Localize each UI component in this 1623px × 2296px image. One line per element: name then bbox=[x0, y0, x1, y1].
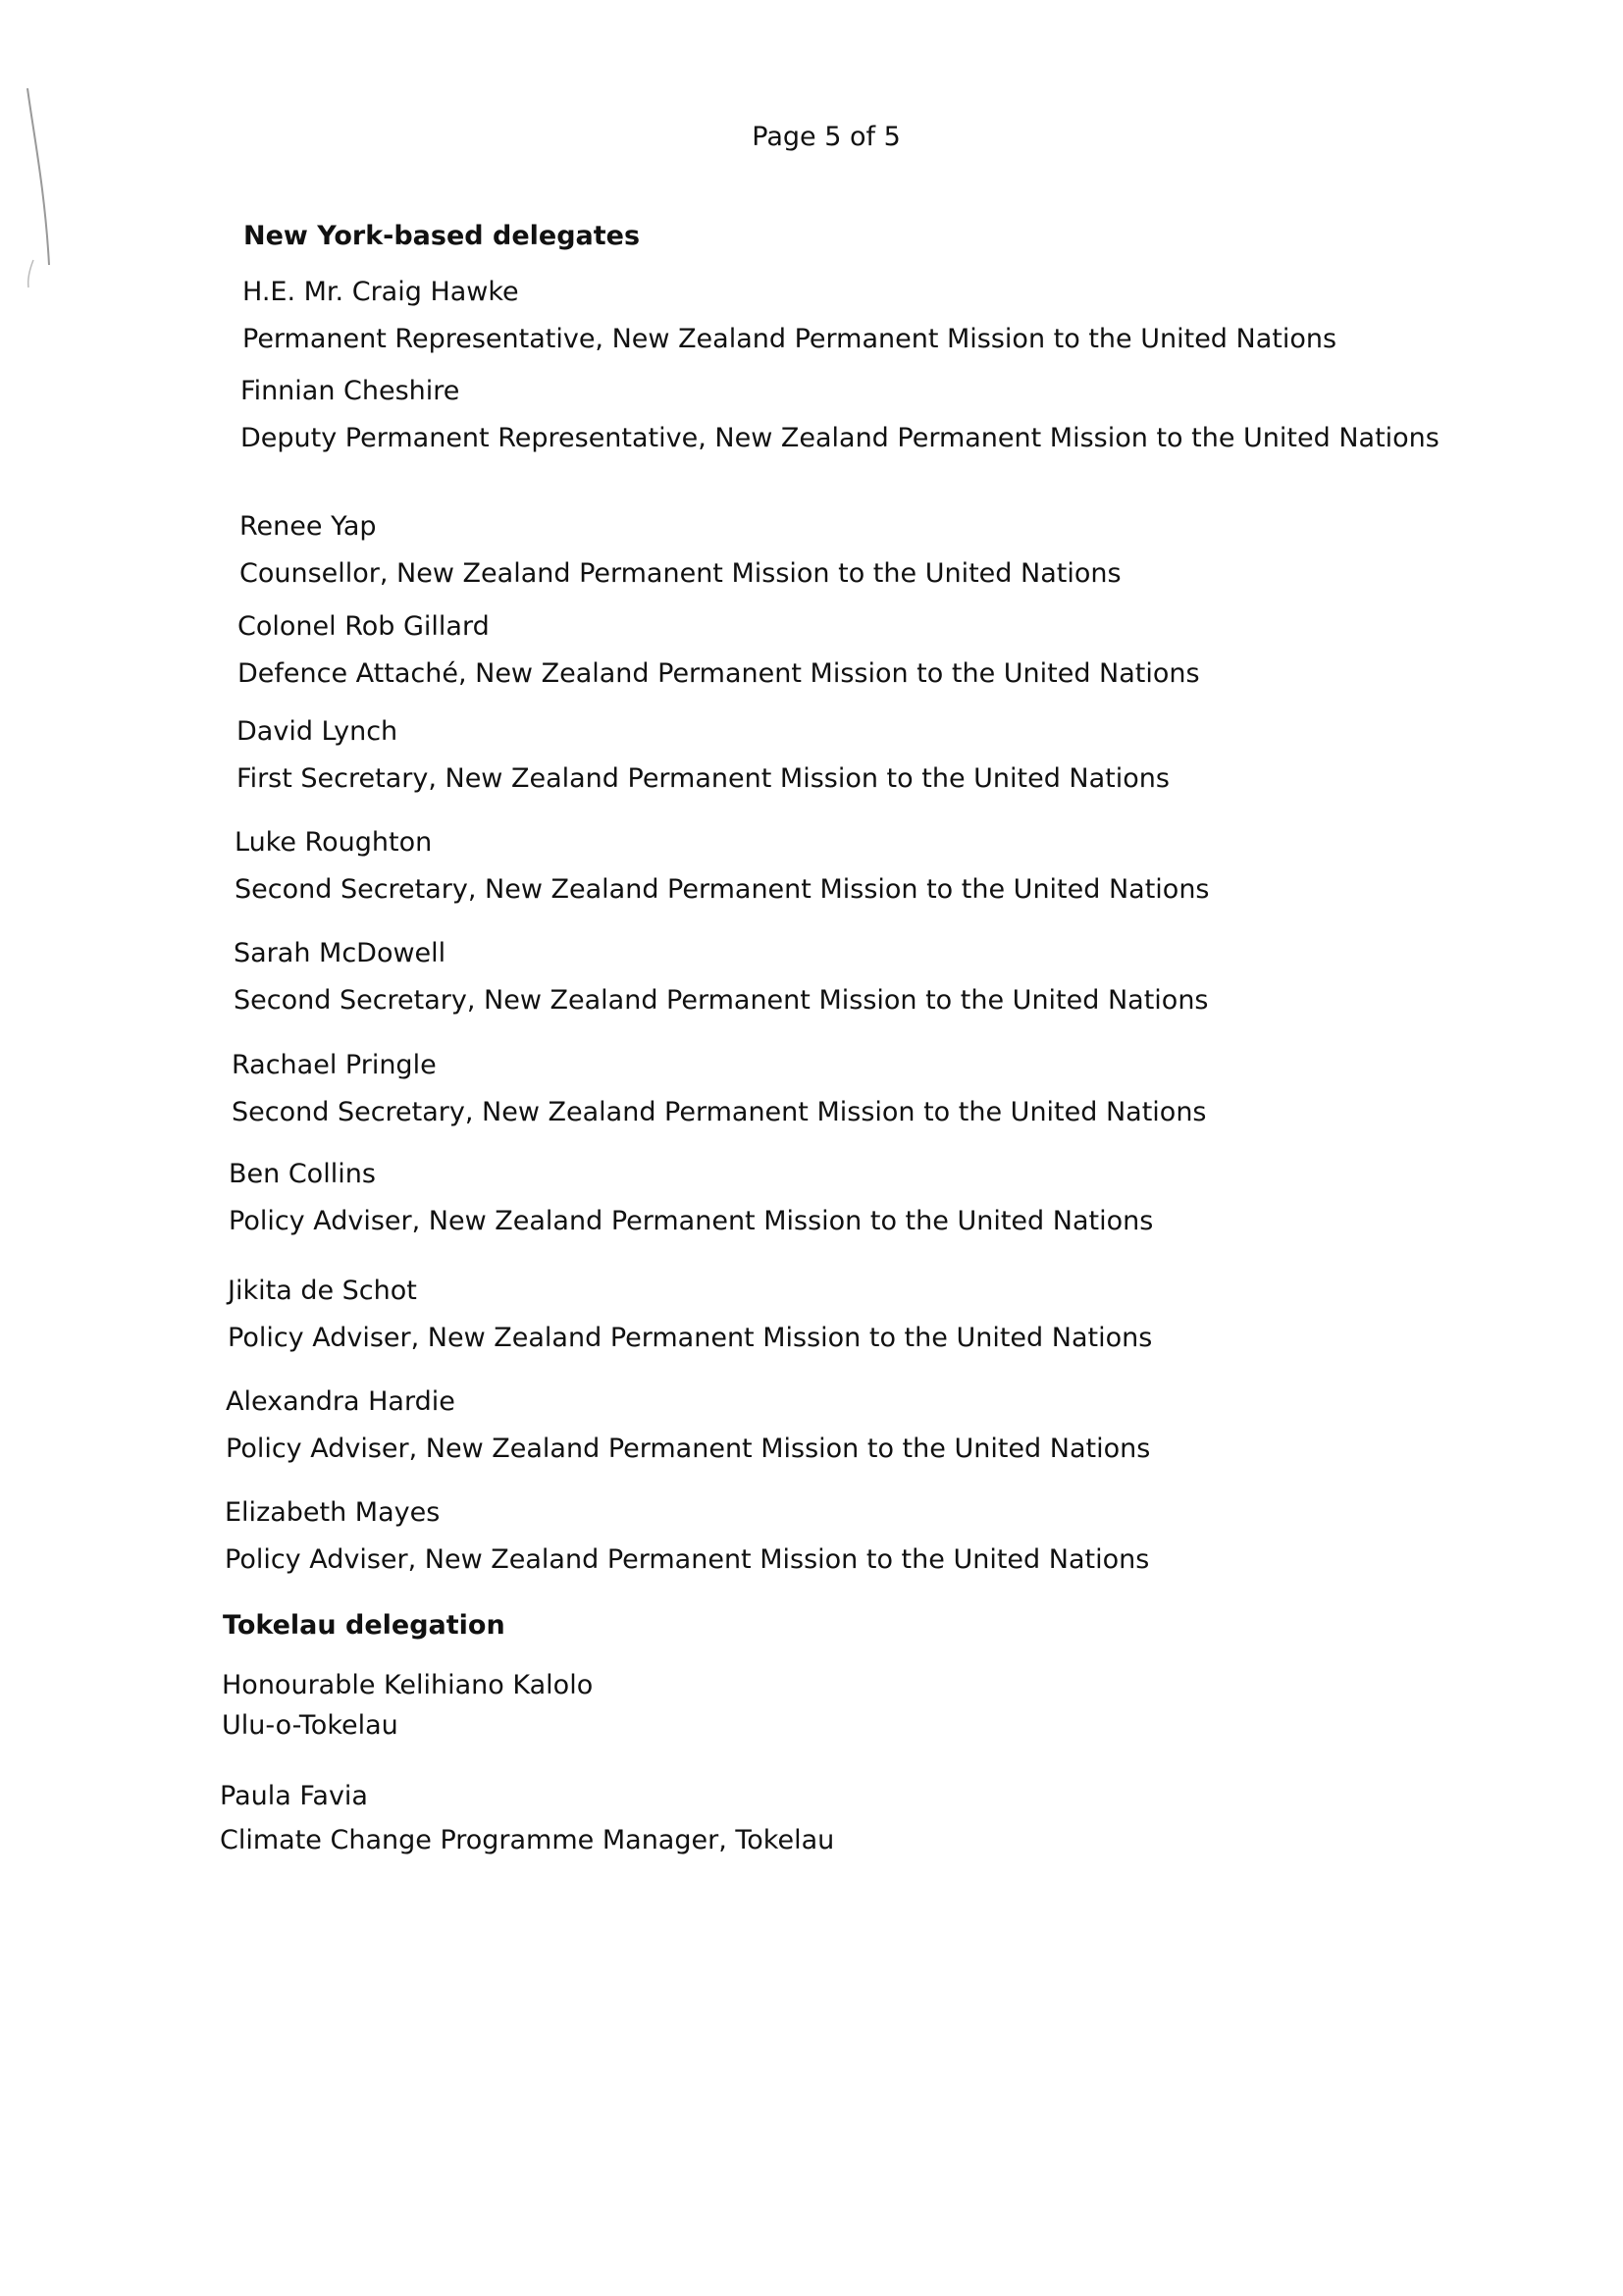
delegate-entry bbox=[236, 708, 1440, 803]
delegate-entry bbox=[239, 503, 1442, 598]
delegate-name: Alexandra Hardie bbox=[226, 1386, 455, 1417]
delegate-title: Policy Adviser, New Zealand Permanent Mission to the United Nations bbox=[225, 1544, 1150, 1575]
delegate-entry bbox=[229, 1151, 1432, 1245]
delegate-name: David Lynch bbox=[236, 716, 398, 747]
delegate-entry bbox=[225, 1489, 1428, 1584]
delegate-entry bbox=[240, 368, 1443, 453]
delegate-name: Renee Yap bbox=[239, 511, 377, 542]
page-number: Page 5 of 5 bbox=[752, 122, 901, 152]
delegate-title: Second Secretary, New Zealand Permanent Mission to the United Nations bbox=[235, 874, 1210, 905]
delegate-name: Ben Collins bbox=[229, 1159, 376, 1189]
delegate-entry bbox=[228, 1268, 1431, 1362]
delegate-entry bbox=[232, 1042, 1435, 1136]
delegate-title: Policy Adviser, New Zealand Permanent Mission to the United Nations bbox=[229, 1206, 1154, 1236]
delegate-name: Honourable Kelihiano Kalolo bbox=[222, 1670, 594, 1700]
delegate-title: First Secretary, New Zealand Permanent Mission to the United Nations bbox=[236, 763, 1170, 794]
delegate-entry bbox=[220, 1774, 1423, 1862]
delegate-title: Second Secretary, New Zealand Permanent Mission to the United Nations bbox=[232, 1097, 1207, 1127]
delegate-title: Defence Attaché, New Zealand Permanent Mission to the United Nations bbox=[237, 658, 1200, 689]
scan-artifact-mark bbox=[20, 83, 69, 289]
delegate-name: Luke Roughton bbox=[235, 827, 433, 858]
delegate-name: Jikita de Schot bbox=[228, 1276, 417, 1306]
delegate-entry bbox=[237, 603, 1440, 698]
delegate-title: Second Secretary, New Zealand Permanent Mission to the United Nations bbox=[234, 985, 1209, 1016]
delegate-name: Colonel Rob Gillard bbox=[237, 611, 490, 642]
delegate-name: Finnian Cheshire bbox=[240, 376, 460, 406]
delegate-name: H.E. Mr. Craig Hawke bbox=[242, 277, 519, 307]
section-heading-new-york: New York-based delegates bbox=[243, 221, 641, 251]
delegate-title: Ulu-o-Tokelau bbox=[222, 1710, 398, 1741]
delegate-name: Rachael Pringle bbox=[232, 1050, 437, 1080]
delegate-title: Counsellor, New Zealand Permanent Mission to the United Nations bbox=[239, 558, 1122, 589]
delegate-entry bbox=[242, 269, 1445, 363]
delegate-entry bbox=[234, 930, 1437, 1024]
section-heading-tokelau: Tokelau delegation bbox=[223, 1610, 505, 1641]
delegate-title: Climate Change Programme Manager, Tokelau bbox=[220, 1825, 835, 1855]
delegate-title: Permanent Representative, New Zealand Permanent Mission to the United Nations bbox=[242, 324, 1337, 354]
delegate-entry bbox=[226, 1379, 1429, 1473]
delegate-name: Elizabeth Mayes bbox=[225, 1497, 441, 1528]
delegate-entry bbox=[222, 1665, 1425, 1746]
delegate-name: Sarah McDowell bbox=[234, 938, 446, 968]
delegate-title: Policy Adviser, New Zealand Permanent Mission to the United Nations bbox=[228, 1323, 1153, 1353]
delegate-title: Policy Adviser, New Zealand Permanent Mission to the United Nations bbox=[226, 1434, 1151, 1464]
delegate-name: Paula Favia bbox=[220, 1781, 368, 1811]
delegate-entry bbox=[235, 819, 1438, 913]
delegate-title: Deputy Permanent Representative, New Zealand Permanent Mission to the United Nations bbox=[240, 423, 1440, 453]
